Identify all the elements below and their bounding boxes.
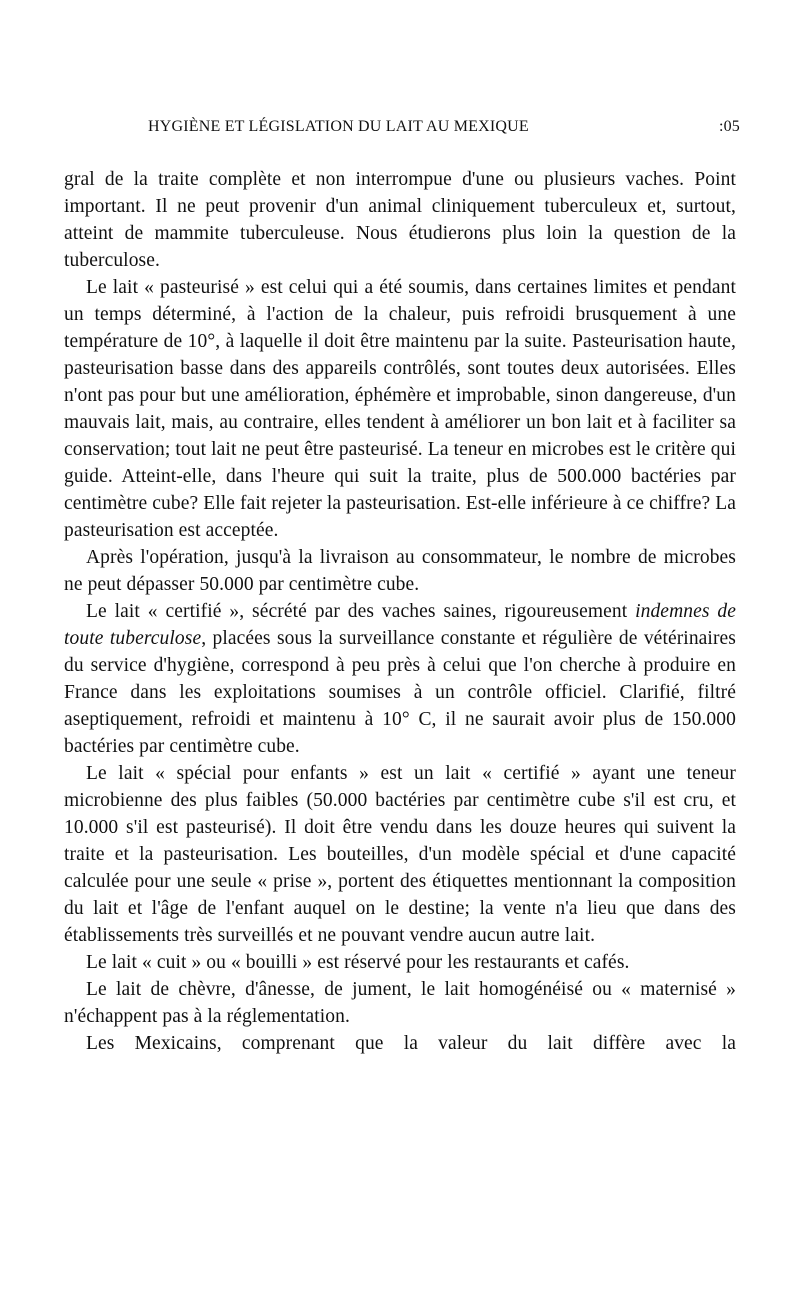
running-title: HYGIÈNE ET LÉGISLATION DU LAIT AU MEXIQUE bbox=[148, 118, 529, 135]
paragraph-certified-milk bbox=[64, 598, 736, 760]
paragraph-other-milks: Le lait de chèvre, d'ânesse, de jument, le lait homogénéisé ou « maternisé » n'échappent pas à la réglementation. bbox=[64, 979, 736, 1027]
paragraph-boiled-milk: Le lait « cuit » ou « bouilli » est réservé pour les restaurants et cafés. bbox=[86, 952, 630, 973]
certified-text-end: , placées sous la surveillance constante et régulière de vétérinaires du service d'hygiène, correspond à peu près à celui que l'on cherche à produire en France dans les exploitations soumises à un contrôle officiel. Clarifié, filtré aseptiquement, refroidi et maintenu à 10° C, il ne saurait avoir plus de 150.000 bactéries par centimètre cube. bbox=[64, 628, 736, 757]
certified-emphasis: indemnes de toute tuberculose bbox=[64, 601, 737, 649]
paragraph-continuation: gral de la traite complète et non interrompue d'une ou plusieurs vaches. Point important. Il ne peut provenir d'un animal cliniquement tuberculeux et, surtout, atteint de mammite tuberculeuse. Nous étudierons plus loin la question de la tuberculose. bbox=[64, 169, 736, 271]
paragraph-after-operation: Après l'opération, jusqu'à la livraison au consommateur, le nombre de microbes ne peut dépasser 50.000 par centimètre cube. bbox=[64, 547, 736, 595]
paragraph-mexicans: Les Mexicains, comprenant que la valeur du lait diffère avec la bbox=[86, 1033, 736, 1054]
body-text bbox=[64, 166, 736, 1057]
page-header bbox=[148, 118, 740, 142]
paragraph-special-milk-children: Le lait « spécial pour enfants » est un lait « certifié » ayant une teneur microbienne des plus faibles (50.000 bactéries par centimètre cube s'il est cru, et 10.000 s'il est pasteurisé). Il doit être vendu dans les douze heures qui suivent la traite et la pasteurisation. Les bouteilles, d'un modèle spécial et d'une capacité calculée pour une seule « prise », portent des étiquettes mentionnant la composition du lait et l'âge de l'enfant auquel on le destine; la vente n'a lieu que dans des établissements très surveillés et ne pouvant vendre aucun autre lait. bbox=[64, 763, 736, 946]
paragraph-pasteurized-milk: Le lait « pasteurisé » est celui qui a été soumis, dans certaines limites et pendant un temps déterminé, à l'action de la chaleur, puis refroidi brusquement à une température de 10°, à laquelle il doit être maintenu par la suite. Pasteurisation haute, pasteurisation basse dans des appareils contrôlés, sont toutes deux autorisées. Elles n'ont pas pour but une amélioration, éphémère et improbable, sinon dangereuse, d'un mauvais lait, mais, au contraire, elles tendent à améliorer un bon lait et à faciliter sa conservation; tout lait ne peut être pasteurisé. La teneur en microbes est le critère qui guide. Atteint-elle, dans l'heure qui suit la traite, plus de 500.000 bactéries par centimètre cube? Elle fait rejeter la pasteurisation. Est-elle inférieure à ce chiffre? La pasteurisation est acceptée. bbox=[64, 277, 736, 541]
certified-text-start: Le lait « certifié », sécrété par des vaches saines, rigoureusement bbox=[86, 601, 636, 622]
page-number: :05 bbox=[718, 118, 740, 135]
